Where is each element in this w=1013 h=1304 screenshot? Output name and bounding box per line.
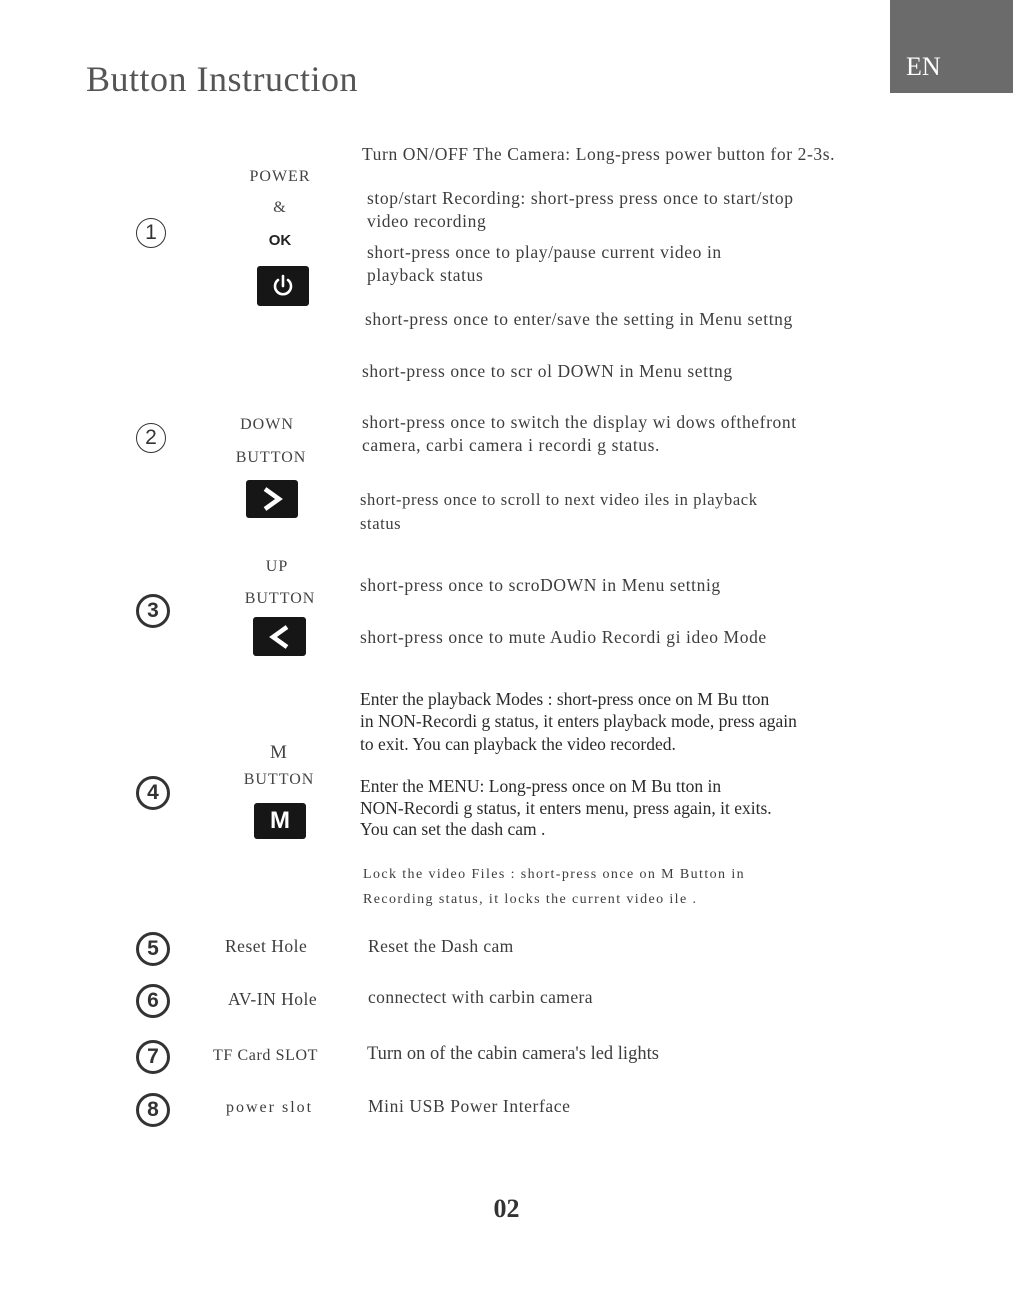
button-label-m-button: BUTTON — [243, 771, 315, 788]
power-desc-playback-2: playback status — [367, 265, 484, 285]
m-desc-playback-2: in NON-Recordi g status, it enters playback mode, press again — [360, 711, 797, 731]
reset-desc: Reset the Dash cam — [368, 936, 514, 956]
item-number-3: 3 — [136, 594, 170, 628]
m-desc-playback-1: Enter the playback Modes : short-press once on M Bu tton — [360, 689, 770, 709]
item-number-7: 7 — [136, 1040, 170, 1074]
av-in-desc: connectect with carbin camera — [368, 987, 593, 1007]
power-desc-menu: short-press once to enter/save the setting in Menu settng — [365, 309, 793, 329]
m-desc-lock-2: Recording status, it locks the current video ile . — [363, 892, 698, 907]
language-label: EN — [906, 52, 941, 81]
power-desc-playback-1: short-press once to play/pause current video in — [367, 242, 722, 262]
chevron-right-icon — [260, 486, 284, 512]
m-desc-lock-1: Lock the video Files : short-press once on M Button in — [363, 867, 746, 882]
button-label-m: M — [270, 742, 288, 763]
power-icon — [270, 273, 296, 299]
power-button-icon — [257, 266, 309, 306]
chevron-left-icon — [267, 624, 293, 650]
down-desc-switch-1: short-press once to switch the display wi dows ofthefront — [362, 412, 797, 432]
item-number-6: 6 — [136, 984, 170, 1018]
button-label-up: UP — [265, 558, 289, 575]
m-desc-playback-3: to exit. You can playback the video recorded. — [360, 734, 676, 754]
power-slot-desc: Mini USB Power Interface — [368, 1096, 571, 1116]
item-number-5: 5 — [136, 932, 170, 966]
item-number-1: 1 — [136, 218, 166, 248]
page-number: 02 — [493, 1194, 520, 1223]
label-reset-hole: Reset Hole — [225, 936, 308, 956]
item-number-8: 8 — [136, 1093, 170, 1127]
up-button-icon — [253, 617, 306, 656]
down-desc-next-video-2: status — [360, 514, 402, 533]
page-title: Button Instruction — [86, 59, 358, 99]
button-label-ampersand: & — [273, 199, 287, 216]
button-label-down-button: BUTTON — [235, 449, 307, 466]
tf-card-desc: Turn on of the cabin camera's led lights — [367, 1044, 659, 1064]
button-label-up-button: BUTTON — [244, 590, 316, 607]
down-desc-switch-2: camera, carbi camera i recordi g status. — [362, 435, 661, 455]
language-tab — [890, 0, 1013, 93]
m-desc-menu-3: You can set the dash cam . — [360, 819, 546, 839]
button-label-ok: OK — [268, 232, 292, 249]
m-letter-icon: M — [270, 807, 290, 834]
m-desc-menu-1: Enter the MENU: Long-press once on M Bu tton in — [360, 776, 722, 796]
up-desc-mute: short-press once to mute Audio Recordi gi ideo Mode — [360, 627, 767, 647]
power-desc-recording-1: stop/start Recording: short-press press once to start/stop — [367, 188, 794, 208]
down-desc-menu: short-press once to scr ol DOWN in Menu settng — [362, 361, 733, 381]
label-power-slot: power slot — [226, 1099, 314, 1116]
down-desc-next-video-1: short-press once to scroll to next video iles in playback — [360, 490, 758, 509]
m-button-icon — [254, 803, 306, 839]
item-number-4: 4 — [136, 776, 170, 810]
down-button-icon — [246, 480, 298, 518]
button-label-power: POWER — [249, 168, 311, 185]
item-number-2: 2 — [136, 423, 166, 453]
up-desc-menu: short-press once to scroDOWN in Menu settnig — [360, 575, 721, 595]
power-desc-turn-on-off: Turn ON/OFF The Camera: Long-press power button for 2-3s. — [362, 144, 836, 164]
label-tf-card-slot: TF Card SLOT — [213, 1047, 318, 1064]
label-av-in-hole: AV-IN Hole — [228, 989, 318, 1009]
m-desc-menu-2: NON-Recordi g status, it enters menu, press again, it exits. — [360, 798, 772, 818]
power-desc-recording-2: video recording — [367, 211, 487, 231]
button-label-down: DOWN — [240, 416, 294, 433]
